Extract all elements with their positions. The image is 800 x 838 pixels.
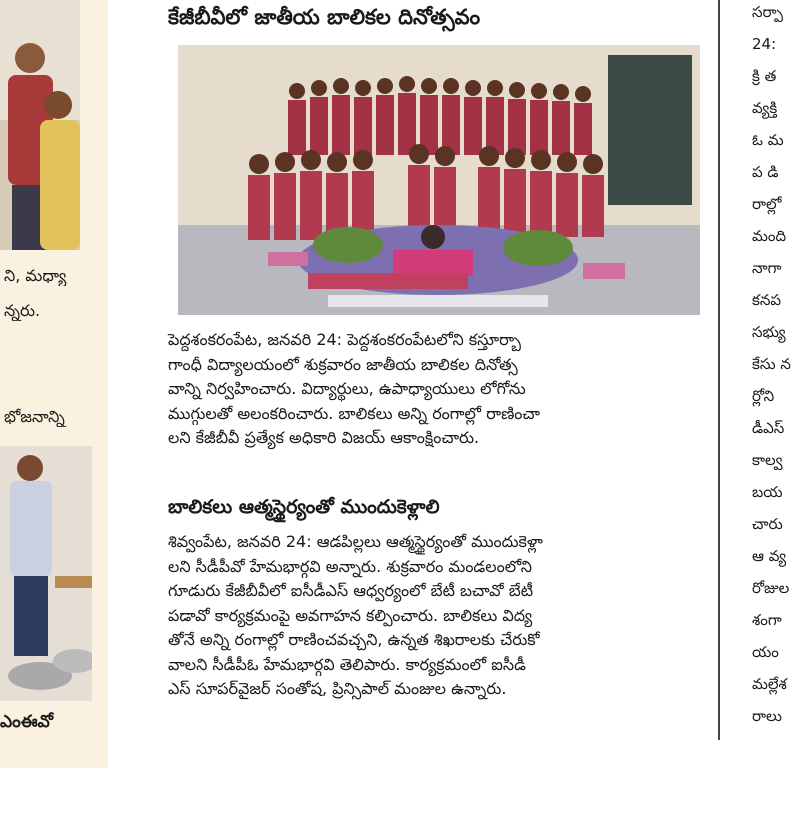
- right-fragment: శంగా: [752, 611, 782, 629]
- right-fragment: రోజుల: [752, 579, 790, 597]
- kitchen-photo-illustration: [0, 446, 92, 701]
- left-fragment-4: ఎంఈవో: [0, 712, 54, 732]
- right-fragment: మంది: [752, 227, 787, 245]
- left-fragment-3: భోజనాన్ని: [4, 407, 65, 426]
- left-neighbor-column: [0, 0, 108, 768]
- right-fragment: యం: [752, 643, 779, 661]
- right-fragment: రాల్లో: [752, 195, 782, 213]
- right-fragment: క్రి త: [752, 67, 777, 85]
- left-bottom-photo: [0, 446, 92, 701]
- right-fragment: రాలు: [752, 707, 782, 725]
- right-fragment: బయ: [752, 483, 783, 501]
- boys-photo-illustration: [0, 0, 80, 250]
- paragraph-2-line: వాలని సీడీపీఓ హేమభార్గవి తెలిపారు. కార్యక్రమంలో ఐసీడీ: [168, 654, 526, 674]
- main-article-column: [168, 0, 708, 768]
- paragraph-2-line: గూడురు కేజీబీవీలో ఐసీడీఎస్ ఆధ్వర్యంలో బేటీ బచావో బేటీ: [168, 581, 534, 600]
- article-paragraph-2: [168, 530, 708, 702]
- paragraph-2-line: పడావో కార్యక్రమంపై అవగాహన కల్పించారు. బాలికలు విద్య: [168, 605, 533, 625]
- right-fragment: చారు: [752, 515, 783, 533]
- right-fragment: సభ్యు: [752, 323, 786, 341]
- right-fragment: ప డి: [752, 163, 779, 181]
- right-fragment: 24:: [752, 35, 777, 53]
- right-fragment: కనప: [752, 291, 782, 309]
- article-paragraph-1: [168, 328, 708, 451]
- paragraph-2-line: ఎస్ సూపర్‌వైజర్ సంతోష, ప్రిన్సిపాల్ మంజుల ఉన్నారు.: [168, 679, 507, 698]
- article-headline: కేజీబీవీలో జాతీయ బాలికల దినోత్సవం: [168, 5, 481, 29]
- right-neighbor-column: [752, 0, 800, 768]
- right-fragment: ఆ వ్య: [752, 547, 787, 565]
- paragraph-1-line: ముగ్గులతో అలంకరించారు. బాలికలు అన్ని రంగాల్లో రాణించా: [168, 403, 541, 423]
- paragraph-1-line: గాంధీ విద్యాలయంలో శుక్రవారం జాతీయ బాలికల దినోత్స: [168, 354, 518, 374]
- paragraph-2-line: లని సీడీపీవో హేమభార్గవి అన్నారు. శుక్రవారం మండలంలోని: [168, 556, 533, 576]
- second-article-headline: బాలికలు ఆత్మస్థైర్యంతో ముందుకెళ్లాలి: [168, 496, 440, 518]
- column-divider: [718, 0, 720, 740]
- left-fragment-2: న్నరు.: [4, 301, 41, 320]
- paragraph-1-line: పెద్దశంకరంపేట, జనవరి 24: పెద్దశంకరంపేటలోని కస్తూర్బా: [168, 330, 522, 349]
- paragraph-1-line: లని కేజీబీవీ ప్రత్యేక అధికారి విజయ్ ఆకాంక్షించారు.: [168, 428, 480, 447]
- right-fragment: ర్లోని: [752, 387, 775, 405]
- right-fragment: నాగా: [752, 259, 782, 277]
- right-fragment: డీఎస్: [752, 419, 785, 437]
- left-fragment-1: ని, మధ్యా: [4, 266, 67, 285]
- right-fragment: ఓ మ: [752, 131, 784, 149]
- students-photo-illustration: [178, 45, 700, 315]
- paragraph-1-line: వాన్ని నిర్వహించారు. విద్యార్థులు, ఉపాధ్యాయులు లోగోను: [168, 379, 526, 398]
- left-top-photo: [0, 0, 80, 250]
- right-fragment: కాల్వ: [752, 451, 783, 469]
- right-fragment: కేసు న: [752, 355, 791, 373]
- paragraph-2-line: తోనే అన్ని రంగాల్లో రాణించవచ్చని, ఉన్నత శిఖరాలకు చేరుకో: [168, 630, 540, 649]
- right-fragment: మల్లేశ: [752, 675, 787, 693]
- paragraph-2-line: శివ్వంపేట, జనవరి 24: ఆడపిల్లలు ఆత్మస్థైర్యంతో ముందుకెళ్లా: [168, 532, 543, 551]
- students-rangoli-photo: [178, 45, 700, 315]
- right-fragment: వ్యక్తి: [752, 99, 778, 117]
- right-fragment: సర్పా: [752, 3, 783, 21]
